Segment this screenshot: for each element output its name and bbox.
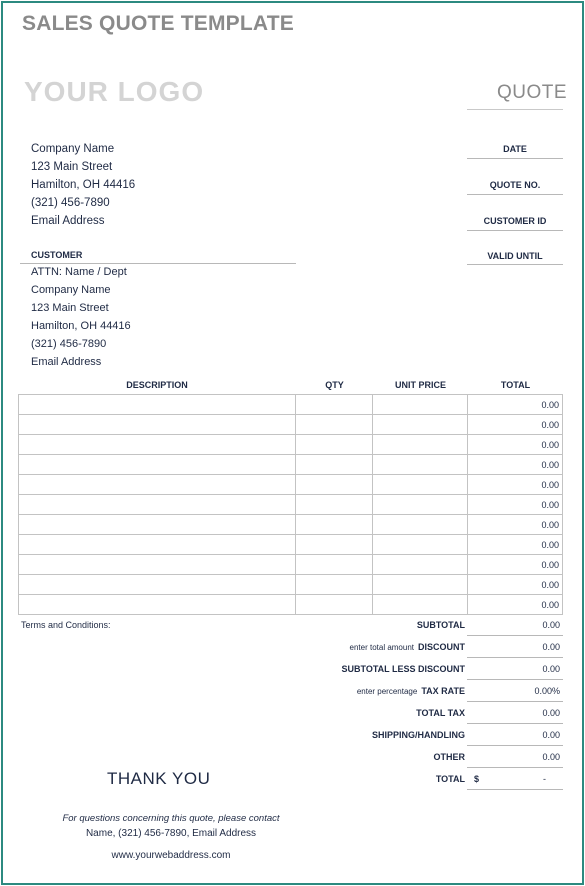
customer-id-label: CUSTOMER ID [483, 216, 547, 226]
discount-label: enter total amount DISCOUNT [349, 642, 465, 652]
thank-you-text: THANK YOU [107, 769, 211, 788]
subtotal-line [467, 635, 563, 636]
cell-unit-price[interactable] [373, 575, 468, 595]
cell-total: 0.00 [468, 515, 563, 535]
company-phone[interactable]: (321) 456-7890 [31, 197, 110, 209]
cell-unit-price[interactable] [373, 475, 468, 495]
table-row [19, 555, 563, 575]
cell-total: 0.00 [468, 595, 563, 615]
cell-qty[interactable] [296, 495, 373, 515]
cell-qty[interactable] [296, 435, 373, 455]
table-row [19, 395, 563, 415]
shipping-line [467, 745, 563, 746]
cell-description[interactable] [19, 455, 296, 475]
table-row [19, 575, 563, 595]
cell-total: 0.00 [468, 395, 563, 415]
website-link[interactable]: www.yourwebaddress.com [111, 850, 231, 861]
subtotal-label: SUBTOTAL [416, 620, 465, 630]
customer-attn[interactable]: ATTN: Name / Dept [31, 266, 127, 278]
grand-total-label: TOTAL [435, 774, 465, 784]
grand-total-value: - [543, 774, 546, 784]
subtotal-less-line [467, 679, 563, 680]
cell-unit-price[interactable] [373, 495, 468, 515]
subtotal-less-discount-value: 0.00 [542, 664, 560, 674]
subtotal-value: 0.00 [542, 620, 560, 630]
cell-description[interactable] [19, 495, 296, 515]
cell-description[interactable] [19, 575, 296, 595]
cell-total: 0.00 [468, 415, 563, 435]
cell-qty[interactable] [296, 535, 373, 555]
logo-placeholder: YOUR LOGO [24, 76, 205, 107]
valid-until-label: VALID UNTIL [487, 251, 543, 261]
contact-text[interactable]: Name, (321) 456-7890, Email Address [85, 828, 257, 839]
customer-email[interactable]: Email Address [31, 356, 102, 368]
table-row [19, 435, 563, 455]
customer-company[interactable]: Company Name [31, 284, 111, 296]
company-street[interactable]: 123 Main Street [31, 161, 113, 173]
document-title: SALES QUOTE TEMPLATE [22, 12, 294, 35]
tax-rate-label: enter percentage TAX RATE [356, 686, 465, 696]
valid-until-field[interactable] [467, 264, 563, 265]
cell-description[interactable] [19, 515, 296, 535]
table-row [19, 595, 563, 615]
cell-unit-price[interactable] [373, 395, 468, 415]
company-email[interactable]: Email Address [31, 215, 105, 227]
cell-description[interactable] [19, 475, 296, 495]
table-row [19, 495, 563, 515]
company-city[interactable]: Hamilton, OH 44416 [31, 179, 136, 191]
cell-qty[interactable] [296, 575, 373, 595]
tax-rate-hint: enter percentage [356, 687, 418, 696]
cell-unit-price[interactable] [373, 535, 468, 555]
table-row [19, 415, 563, 435]
other-line [467, 767, 563, 768]
cell-total: 0.00 [468, 555, 563, 575]
cell-total: 0.00 [468, 495, 563, 515]
cell-total: 0.00 [468, 435, 563, 455]
cell-qty[interactable] [296, 515, 373, 535]
cell-description[interactable] [19, 395, 296, 415]
subtotal-less-discount-label: SUBTOTAL LESS DISCOUNT [341, 664, 465, 674]
table-row [19, 455, 563, 475]
cell-unit-price[interactable] [373, 555, 468, 575]
shipping-input[interactable]: 0.00 [542, 730, 560, 740]
table-row [19, 515, 563, 535]
cell-qty[interactable] [296, 595, 373, 615]
customer-street[interactable]: 123 Main Street [31, 302, 109, 314]
customer-phone[interactable]: (321) 456-7890 [31, 338, 107, 350]
date-label: DATE [503, 144, 527, 154]
quote-heading: QUOTE [497, 82, 568, 103]
header-description: DESCRIPTION [126, 380, 188, 390]
table-row [19, 535, 563, 555]
terms-label[interactable]: Terms and Conditions: [21, 620, 111, 630]
cell-qty[interactable] [296, 555, 373, 575]
cell-qty[interactable] [296, 475, 373, 495]
other-input[interactable]: 0.00 [542, 752, 560, 762]
discount-line [467, 657, 563, 658]
company-name[interactable]: Company Name [31, 143, 115, 155]
quote-no-field[interactable] [467, 194, 563, 195]
cell-unit-price[interactable] [373, 515, 468, 535]
cell-unit-price[interactable] [373, 595, 468, 615]
cell-unit-price[interactable] [373, 455, 468, 475]
cell-description[interactable] [19, 415, 296, 435]
header-total: TOTAL [500, 380, 531, 390]
discount-input[interactable]: 0.00 [542, 642, 560, 652]
customer-id-field[interactable] [467, 230, 563, 231]
other-label: OTHER [433, 752, 465, 762]
cell-qty[interactable] [296, 415, 373, 435]
header-unit-price: UNIT PRICE [394, 380, 446, 390]
cell-description[interactable] [19, 555, 296, 575]
currency-symbol: $ [474, 774, 480, 784]
cell-total: 0.00 [468, 575, 563, 595]
tax-rate-line [467, 701, 563, 702]
cell-description[interactable] [19, 435, 296, 455]
cell-total: 0.00 [468, 535, 563, 555]
line-items-table [18, 394, 563, 615]
cell-description[interactable] [19, 535, 296, 555]
cell-unit-price[interactable] [373, 435, 468, 455]
cell-total: 0.00 [468, 475, 563, 495]
cell-qty[interactable] [296, 455, 373, 475]
discount-hint: enter total amount [349, 643, 414, 652]
customer-divider [20, 263, 296, 264]
customer-city[interactable]: Hamilton, OH 44416 [31, 320, 131, 332]
customer-label: CUSTOMER [31, 250, 83, 260]
cell-description[interactable] [19, 595, 296, 615]
grand-total-line [467, 789, 563, 790]
date-field[interactable] [467, 158, 563, 159]
quote-underline [467, 109, 563, 110]
header-qty: QTY [325, 380, 344, 390]
total-tax-line [467, 723, 563, 724]
cell-unit-price[interactable] [373, 415, 468, 435]
cell-qty[interactable] [296, 395, 373, 415]
shipping-label: SHIPPING/HANDLING [371, 730, 465, 740]
cell-total: 0.00 [468, 455, 563, 475]
total-tax-value: 0.00 [542, 708, 560, 718]
table-row [19, 475, 563, 495]
total-tax-label: TOTAL TAX [416, 708, 465, 718]
questions-text: For questions concerning this quote, please contact [62, 813, 280, 824]
tax-rate-input[interactable]: 0.00% [534, 686, 560, 696]
quote-no-label: QUOTE NO. [489, 180, 541, 190]
